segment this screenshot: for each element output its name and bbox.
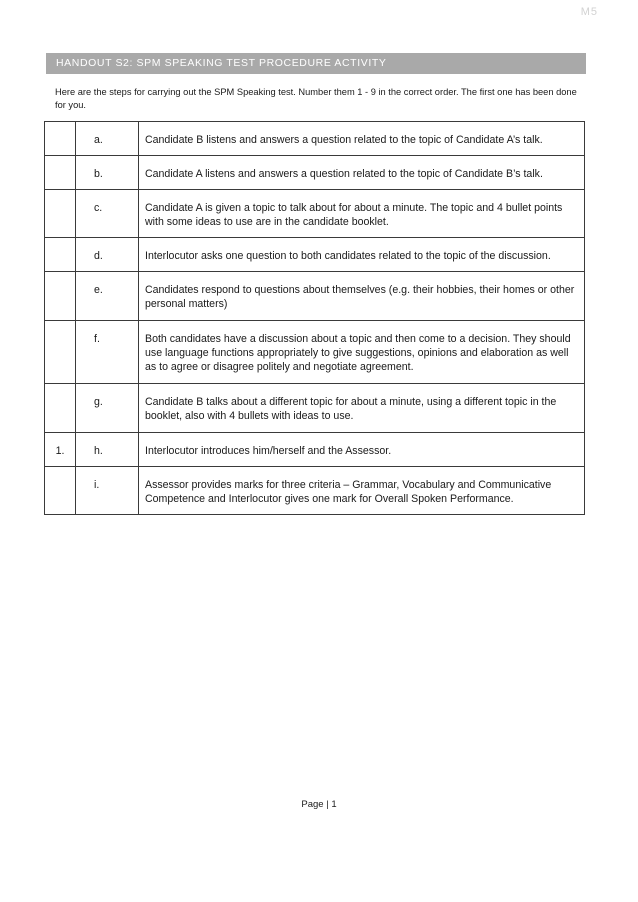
order-number-cell[interactable] bbox=[45, 122, 76, 156]
step-letter-cell bbox=[76, 433, 139, 467]
step-letter: e. bbox=[94, 284, 103, 296]
order-number bbox=[45, 190, 75, 201]
step-text: Interlocutor asks one question to both candidates related to the topic of the discussion. bbox=[145, 250, 551, 262]
step-text-cell bbox=[139, 238, 585, 272]
order-number bbox=[45, 272, 75, 283]
step-letter: c. bbox=[94, 202, 103, 214]
step-letter: i. bbox=[94, 479, 100, 491]
step-letter-cell bbox=[76, 190, 139, 238]
order-number-cell[interactable] bbox=[45, 156, 76, 190]
order-number bbox=[45, 156, 75, 167]
table-row bbox=[45, 190, 585, 238]
step-letter: g. bbox=[94, 396, 103, 408]
order-number-cell[interactable] bbox=[45, 321, 76, 384]
order-number bbox=[45, 321, 75, 332]
step-text: Candidate A listens and answers a question related to the topic of Candidate B’s talk. bbox=[145, 168, 543, 180]
step-text: Candidate B talks about a different topic for about a minute, using a different topic in the booklet, also with 4 bullets with ideas to use. bbox=[145, 396, 557, 422]
table-row bbox=[45, 321, 585, 384]
table-row bbox=[45, 433, 585, 467]
step-letter: d. bbox=[94, 250, 103, 262]
table-row bbox=[45, 238, 585, 272]
order-number: 1. bbox=[55, 445, 65, 457]
step-text-cell bbox=[139, 384, 585, 433]
order-number bbox=[45, 238, 75, 249]
page-number: Page | 1 bbox=[301, 799, 337, 810]
order-number-cell[interactable] bbox=[45, 190, 76, 238]
step-text: Interlocutor introduces him/herself and the Assessor. bbox=[145, 445, 392, 457]
step-text-cell bbox=[139, 467, 585, 515]
step-letter: b. bbox=[94, 168, 103, 180]
step-letter-cell bbox=[76, 238, 139, 272]
step-letter-cell bbox=[76, 122, 139, 156]
step-letter-cell bbox=[76, 384, 139, 433]
order-number-cell[interactable] bbox=[45, 384, 76, 433]
step-letter: a. bbox=[94, 134, 103, 146]
step-text: Both candidates have a discussion about a topic and then come to a decision. They should use language functions appropriately to give suggestions, opinions and elaboration as well as to agree or disagree politely and negotiate agreement. bbox=[145, 333, 571, 373]
step-text-cell bbox=[139, 190, 585, 238]
order-number-cell[interactable] bbox=[45, 272, 76, 321]
step-text-cell bbox=[139, 272, 585, 321]
order-number-cell[interactable] bbox=[45, 467, 76, 515]
step-text: Candidates respond to questions about themselves (e.g. their hobbies, their homes or other personal matters) bbox=[145, 284, 575, 310]
order-number bbox=[45, 122, 75, 133]
instructions-text: Here are the steps for carrying out the SPM Speaking test. Number them 1 - 9 in the correct order. The first one has been done for you. bbox=[55, 87, 577, 110]
order-number bbox=[45, 467, 75, 478]
step-text-cell bbox=[139, 122, 585, 156]
table-row bbox=[45, 384, 585, 433]
table-row bbox=[45, 272, 585, 321]
handout-title-banner: HANDOUT S2: SPM SPEAKING TEST PROCEDURE ACTIVITY bbox=[46, 53, 586, 74]
step-letter: h. bbox=[94, 445, 103, 457]
step-letter-cell bbox=[76, 321, 139, 384]
step-text: Candidate A is given a topic to talk about for about a minute. The topic and 4 bullet points with some ideas to use are in the candidate booklet. bbox=[145, 202, 563, 228]
table-row bbox=[45, 467, 585, 515]
steps-table bbox=[44, 121, 585, 515]
step-text: Assessor provides marks for three criteria – Grammar, Vocabulary and Communicative Competence and Interlocutor gives one mark for Overall Spoken Performance. bbox=[145, 479, 552, 505]
corner-mark: M5 bbox=[580, 6, 598, 18]
step-text: Candidate B listens and answers a question related to the topic of Candidate A’s talk. bbox=[145, 134, 543, 146]
step-letter: f. bbox=[94, 333, 100, 345]
step-text-cell bbox=[139, 433, 585, 467]
table-row bbox=[45, 122, 585, 156]
step-letter-cell bbox=[76, 467, 139, 515]
step-letter-cell bbox=[76, 156, 139, 190]
order-number bbox=[45, 384, 75, 395]
order-number-cell[interactable] bbox=[45, 238, 76, 272]
step-text-cell bbox=[139, 321, 585, 384]
order-number-cell[interactable] bbox=[45, 433, 76, 467]
step-letter-cell bbox=[76, 272, 139, 321]
table-row bbox=[45, 156, 585, 190]
step-text-cell bbox=[139, 156, 585, 190]
